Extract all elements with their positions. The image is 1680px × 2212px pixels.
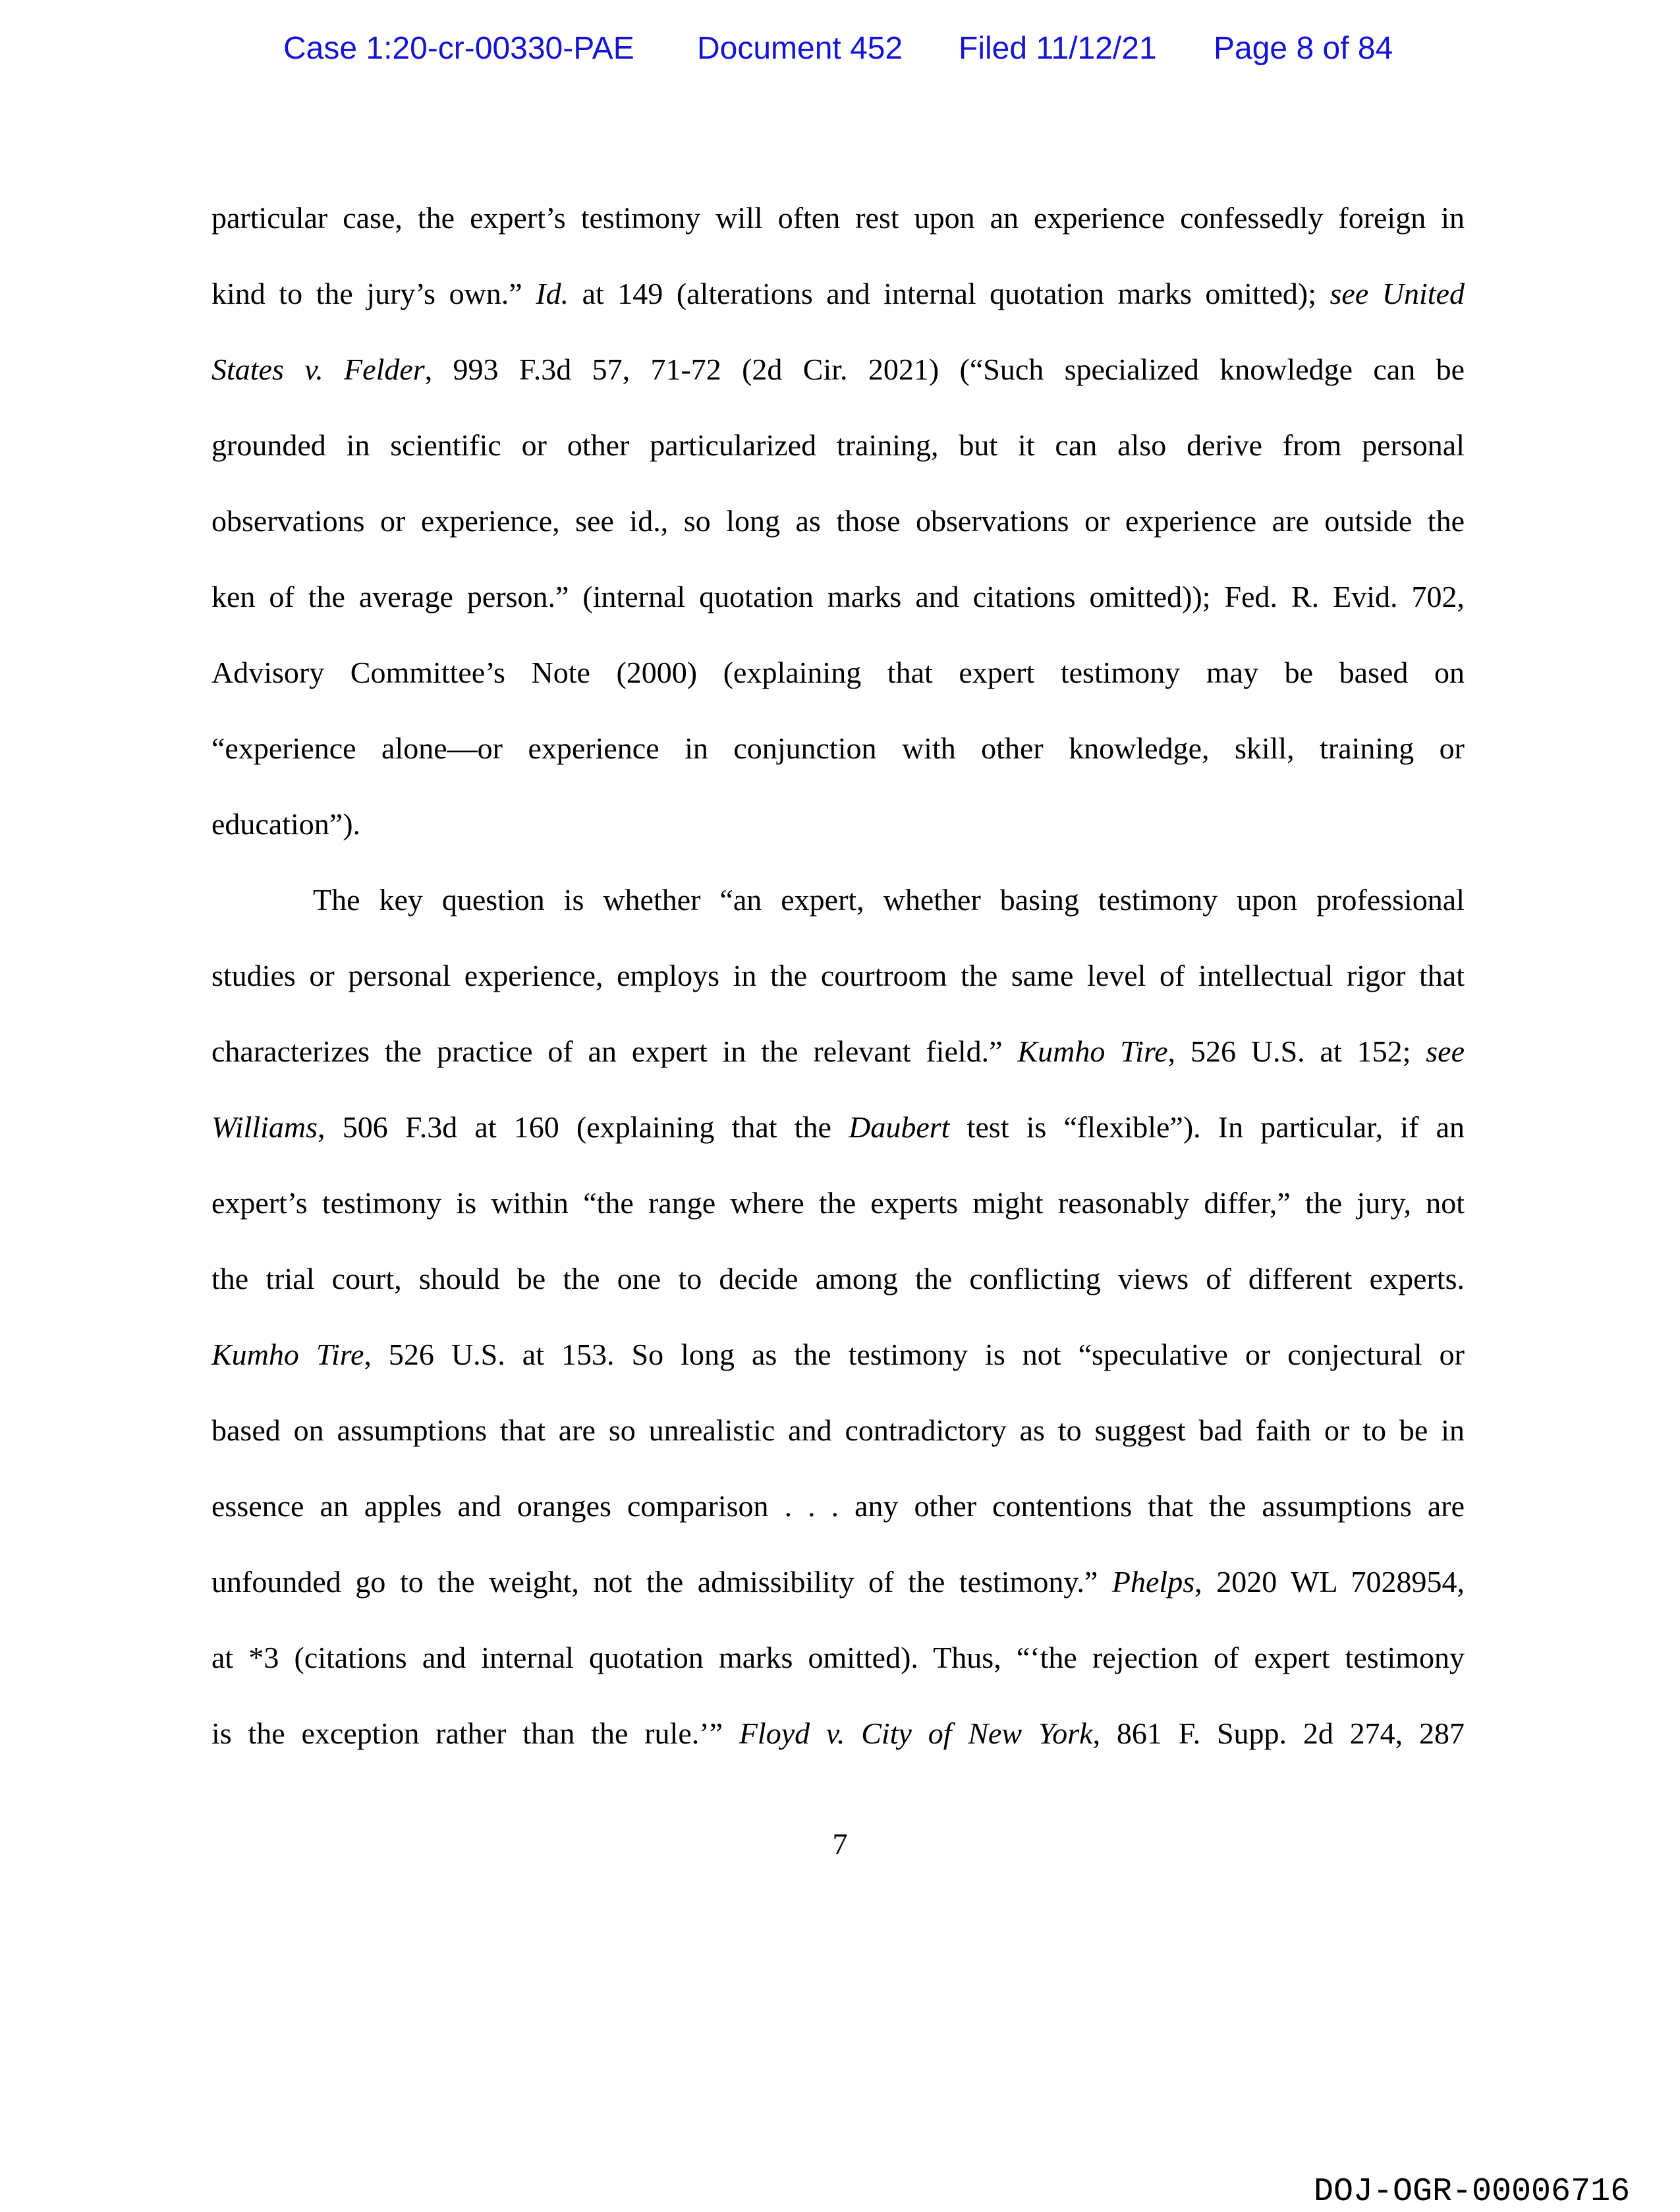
- text-run: , 861 F. Supp. 2d 274, 287: [1092, 1716, 1465, 1750]
- text-line: [211, 1335, 1465, 1375]
- text-line: [313, 880, 1465, 920]
- text-line: [211, 1714, 1465, 1753]
- text-line: [211, 1183, 1465, 1223]
- text-run: grounded in scientific or other particularized training, but it can also derive from personal: [211, 428, 1465, 462]
- bates-number: DOJ-OGR-00006716: [1314, 2173, 1631, 2211]
- text-run: is the exception rather than the rule.’”: [211, 1716, 739, 1750]
- text-line: [211, 1108, 1465, 1147]
- citation-italic: see: [1426, 1035, 1465, 1068]
- text-run: expert’s testimony is within “the range where the experts might reasonably differ,” the jury, not: [211, 1186, 1465, 1220]
- text-run: based on assumptions that are so unrealistic and contradictory as to suggest bad faith or to be in: [211, 1413, 1465, 1447]
- text-run: Advisory Committee’s Note (2000) (explaining that expert testimony may be based on: [211, 656, 1465, 689]
- citation-italic: States v. Felder: [211, 353, 425, 386]
- text-run: characterizes the practice of an expert in the relevant field.”: [211, 1035, 1018, 1068]
- text-run: test is “flexible”). In particular, if an: [949, 1110, 1465, 1144]
- text-run: observations or experience, see id., so long as those observations or experience are outside the: [211, 504, 1465, 538]
- ecf-header: [0, 30, 1680, 70]
- text-line: [211, 198, 1465, 238]
- text-run: , 526 U.S. at 152;: [1167, 1035, 1426, 1068]
- citation-italic: Daubert: [849, 1110, 950, 1144]
- page-number: 7: [832, 1827, 848, 1861]
- text-run: essence an apples and oranges comparison . . . any other contentions that the assumptions are: [211, 1489, 1465, 1523]
- text-line: [211, 729, 1465, 768]
- text-run: studies or personal experience, employs in the courtroom the same level of intellectual rigor that: [211, 959, 1465, 992]
- citation-italic: Phelps: [1111, 1565, 1195, 1599]
- citation-italic: Floyd v. City of New York: [739, 1716, 1093, 1750]
- text-line: [211, 1562, 1465, 1602]
- text-line: [211, 1032, 1465, 1071]
- text-line: [211, 653, 1465, 693]
- case-number: Case 1:20-cr-00330-PAE: [283, 31, 634, 66]
- text-line: [211, 805, 1465, 844]
- text-run: , 526 U.S. at 153. So long as the testimony is not “speculative or conjectural or: [364, 1338, 1465, 1371]
- text-run: “experience alone—or experience in conjunction with other knowledge, skill, training or: [211, 731, 1465, 765]
- text-line: [211, 956, 1465, 996]
- text-run: ken of the average person.” (internal quotation marks and citations omitted)); Fed. R. Evid. 702,: [211, 580, 1465, 613]
- filed-date: Filed 11/12/21: [959, 31, 1157, 66]
- text-line: [211, 350, 1465, 389]
- text-run: kind to the jury’s own.”: [211, 277, 536, 310]
- text-line: [211, 1259, 1465, 1299]
- text-run: , 506 F.3d at 160 (explaining that the: [318, 1110, 849, 1144]
- page-count: Page 8 of 84: [1214, 31, 1393, 66]
- text-run: unfounded go to the weight, not the admissibility of the testimony.”: [211, 1565, 1112, 1599]
- text-line: [211, 1638, 1465, 1678]
- citation-italic: Kumho Tire: [211, 1338, 364, 1371]
- text-run: education”).: [211, 807, 361, 841]
- text-run: particular case, the expert’s testimony will often rest upon an experience confessedly foreign in: [211, 201, 1465, 235]
- text-run: at *3 (citations and internal quotation marks omitted). Thus, “‘the rejection of expert testimony: [211, 1641, 1465, 1674]
- text-line: [211, 426, 1465, 465]
- text-run: at 149 (alterations and internal quotation marks omitted);: [569, 277, 1330, 310]
- text-run: , 993 F.3d 57, 71-72 (2d Cir. 2021) (“Such specialized knowledge can be: [424, 353, 1465, 386]
- citation-italic: see United: [1330, 277, 1465, 310]
- document-number: Document 452: [697, 31, 903, 66]
- text-run: The key question is whether “an expert, whether basing testimony upon professional: [313, 883, 1465, 917]
- text-line: [211, 274, 1465, 314]
- text-line: [211, 577, 1465, 617]
- text-line: [211, 1411, 1465, 1450]
- text-run: , 2020 WL 7028954,: [1194, 1565, 1465, 1599]
- citation-italic: Id.: [536, 277, 569, 310]
- text-line: [211, 501, 1465, 541]
- text-run: the trial court, should be the one to decide among the conflicting views of different experts.: [211, 1262, 1465, 1295]
- citation-italic: Kumho Tire: [1017, 1035, 1168, 1068]
- text-line: [211, 1487, 1465, 1526]
- citation-italic: Williams: [211, 1110, 318, 1144]
